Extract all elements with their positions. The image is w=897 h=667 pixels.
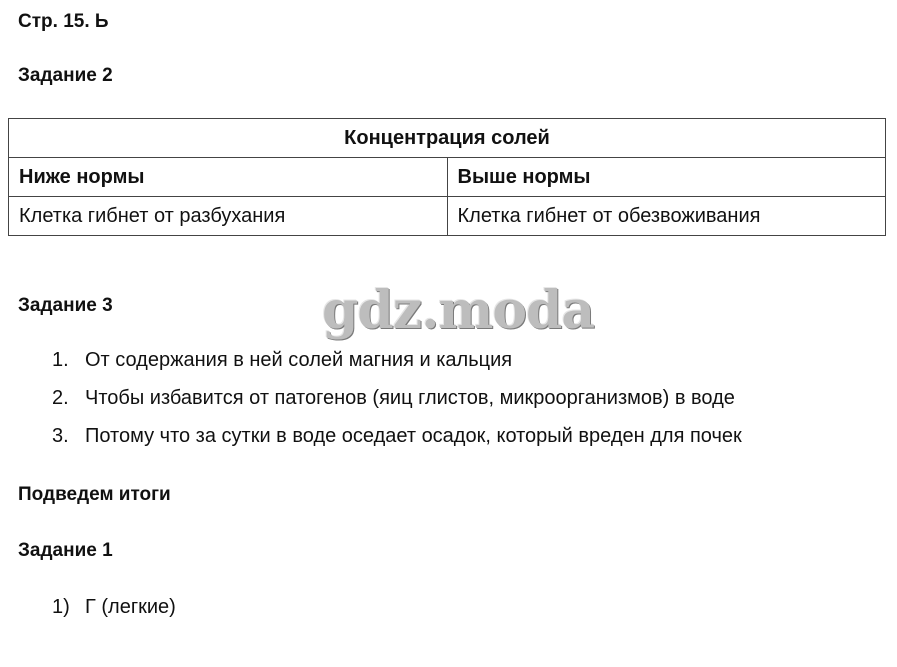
list-item-text: От содержания в ней солей магния и кальция	[85, 349, 513, 371]
table-row	[9, 197, 886, 236]
list-item-number: 1)	[52, 596, 70, 618]
list-item-number: 2.	[52, 387, 69, 409]
task-1-heading: Задание 1	[18, 540, 113, 561]
watermark-logo: gdz.moda	[322, 280, 595, 341]
table-cell-above-norm: Клетка гибнет от обезвоживания	[447, 197, 886, 236]
column-header-above-norm: Выше нормы	[447, 158, 886, 197]
list-item-text: Г (легкие)	[85, 596, 176, 618]
list-item-number: 3.	[52, 425, 69, 447]
task-3-heading: Задание 3	[18, 295, 113, 316]
task-2-heading: Задание 2	[18, 65, 113, 86]
list-item-text: Потому что за сутки в воде оседает осадок, который вреден для почек	[85, 425, 742, 447]
list-item-number: 1.	[52, 349, 69, 371]
table-cell-below-norm: Клетка гибнет от разбухания	[9, 197, 448, 236]
table-title-row	[9, 119, 886, 158]
list-item	[0, 595, 400, 623]
summary-heading: Подведем итоги	[18, 484, 171, 505]
table-title: Концентрация солей	[9, 119, 886, 158]
column-header-below-norm: Ниже нормы	[9, 158, 448, 197]
table-header-row	[9, 158, 886, 197]
page-header: Стр. 15. Ь	[18, 11, 109, 32]
salt-concentration-table	[8, 118, 886, 236]
list-item-text: Чтобы избавится от патогенов (яиц глистов, микроорганизмов) в воде	[85, 387, 735, 409]
